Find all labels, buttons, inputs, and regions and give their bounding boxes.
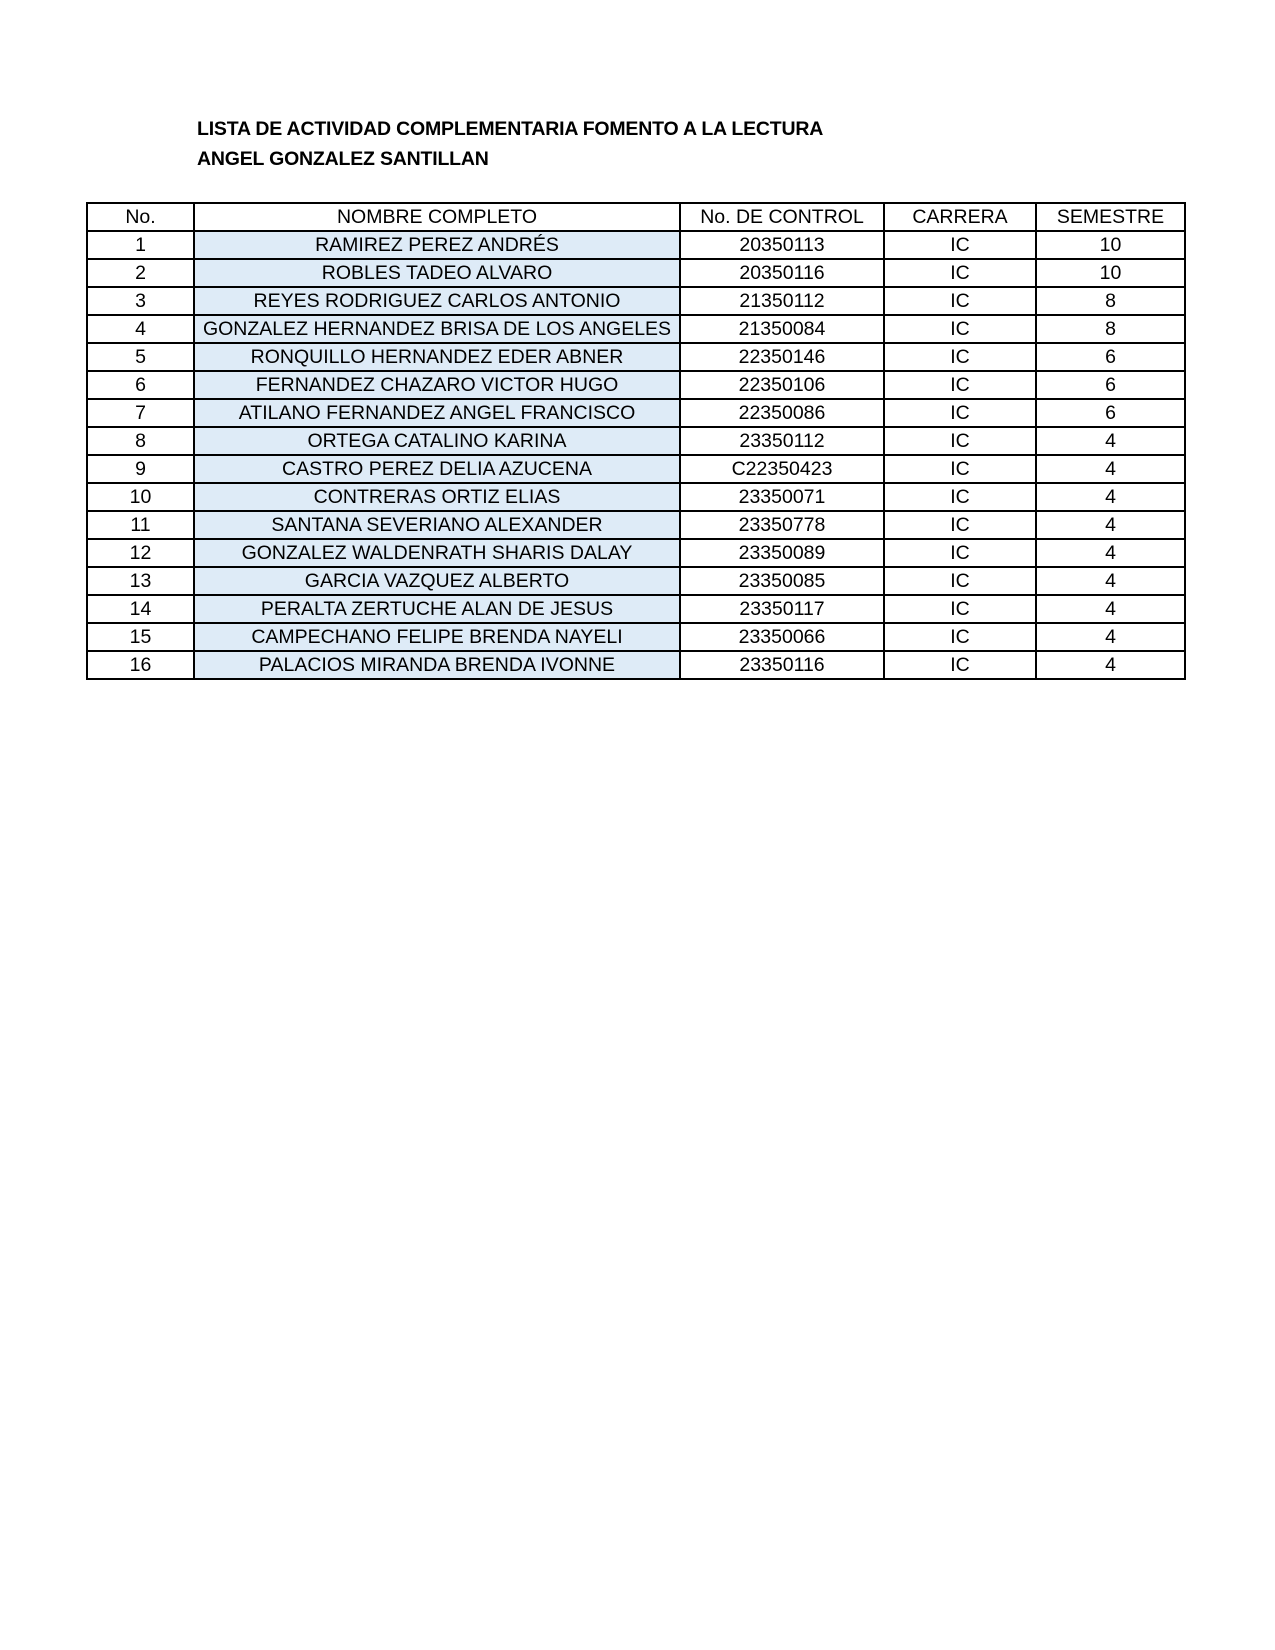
career-cell: IC <box>884 287 1036 315</box>
column-header-semester: SEMESTRE <box>1036 203 1185 231</box>
row-number-cell: 7 <box>87 399 194 427</box>
table-row <box>87 259 1185 287</box>
full-name-cell: CAMPECHANO FELIPE BRENDA NAYELI <box>194 623 680 651</box>
semester-cell: 6 <box>1036 371 1185 399</box>
control-number-cell: 23350089 <box>680 539 884 567</box>
full-name-cell: RAMIREZ PEREZ ANDRÉS <box>194 231 680 259</box>
semester-cell: 6 <box>1036 399 1185 427</box>
row-number-cell: 1 <box>87 231 194 259</box>
table-row <box>87 511 1185 539</box>
row-number-cell: 3 <box>87 287 194 315</box>
control-number-cell: 23350085 <box>680 567 884 595</box>
control-number-cell: 23350071 <box>680 483 884 511</box>
control-number-cell: 23350778 <box>680 511 884 539</box>
row-number-cell: 5 <box>87 343 194 371</box>
career-cell: IC <box>884 399 1036 427</box>
control-number-cell: 23350116 <box>680 651 884 679</box>
control-number-cell: 21350112 <box>680 287 884 315</box>
semester-cell: 4 <box>1036 539 1185 567</box>
row-number-cell: 8 <box>87 427 194 455</box>
full-name-cell: CASTRO PEREZ DELIA AZUCENA <box>194 455 680 483</box>
row-number-cell: 16 <box>87 651 194 679</box>
full-name-cell: PERALTA ZERTUCHE ALAN DE JESUS <box>194 595 680 623</box>
table-row <box>87 455 1185 483</box>
control-number-cell: 20350113 <box>680 231 884 259</box>
semester-cell: 4 <box>1036 427 1185 455</box>
semester-cell: 4 <box>1036 455 1185 483</box>
row-number-cell: 15 <box>87 623 194 651</box>
full-name-cell: GARCIA VAZQUEZ ALBERTO <box>194 567 680 595</box>
table-row <box>87 315 1185 343</box>
full-name-cell: RONQUILLO HERNANDEZ EDER ABNER <box>194 343 680 371</box>
row-number-cell: 6 <box>87 371 194 399</box>
full-name-cell: ROBLES TADEO ALVARO <box>194 259 680 287</box>
full-name-cell: REYES RODRIGUEZ CARLOS ANTONIO <box>194 287 680 315</box>
career-cell: IC <box>884 511 1036 539</box>
control-number-cell: C22350423 <box>680 455 884 483</box>
career-cell: IC <box>884 539 1036 567</box>
document-heading <box>197 114 823 174</box>
full-name-cell: ORTEGA CATALINO KARINA <box>194 427 680 455</box>
semester-cell: 8 <box>1036 287 1185 315</box>
table-body <box>87 231 1185 679</box>
table-header <box>87 203 1185 231</box>
control-number-cell: 22350146 <box>680 343 884 371</box>
career-cell: IC <box>884 483 1036 511</box>
semester-cell: 10 <box>1036 231 1185 259</box>
semester-cell: 4 <box>1036 483 1185 511</box>
row-number-cell: 14 <box>87 595 194 623</box>
control-number-cell: 21350084 <box>680 315 884 343</box>
semester-cell: 4 <box>1036 511 1185 539</box>
header-row <box>87 203 1185 231</box>
control-number-cell: 22350086 <box>680 399 884 427</box>
table-row <box>87 483 1185 511</box>
career-cell: IC <box>884 651 1036 679</box>
instructor-name: ANGEL GONZALEZ SANTILLAN <box>197 148 489 170</box>
row-number-cell: 2 <box>87 259 194 287</box>
full-name-cell: CONTRERAS ORTIZ ELIAS <box>194 483 680 511</box>
table-row <box>87 231 1185 259</box>
control-number-cell: 22350106 <box>680 371 884 399</box>
student-roster-table <box>86 202 1186 680</box>
column-header-control-number: No. DE CONTROL <box>680 203 884 231</box>
row-number-cell: 11 <box>87 511 194 539</box>
table-row <box>87 567 1185 595</box>
career-cell: IC <box>884 595 1036 623</box>
row-number-cell: 9 <box>87 455 194 483</box>
semester-cell: 4 <box>1036 595 1185 623</box>
career-cell: IC <box>884 371 1036 399</box>
full-name-cell: FERNANDEZ CHAZARO VICTOR HUGO <box>194 371 680 399</box>
column-header-full-name: NOMBRE COMPLETO <box>194 203 680 231</box>
semester-cell: 6 <box>1036 343 1185 371</box>
full-name-cell: SANTANA SEVERIANO ALEXANDER <box>194 511 680 539</box>
career-cell: IC <box>884 259 1036 287</box>
career-cell: IC <box>884 567 1036 595</box>
control-number-cell: 23350066 <box>680 623 884 651</box>
career-cell: IC <box>884 455 1036 483</box>
row-number-cell: 10 <box>87 483 194 511</box>
table-row <box>87 343 1185 371</box>
table-row <box>87 539 1185 567</box>
row-number-cell: 12 <box>87 539 194 567</box>
table-row <box>87 595 1185 623</box>
career-cell: IC <box>884 427 1036 455</box>
full-name-cell: ATILANO FERNANDEZ ANGEL FRANCISCO <box>194 399 680 427</box>
table-row <box>87 427 1185 455</box>
row-number-cell: 4 <box>87 315 194 343</box>
full-name-cell: GONZALEZ HERNANDEZ BRISA DE LOS ANGELES <box>194 315 680 343</box>
table-row <box>87 399 1185 427</box>
career-cell: IC <box>884 343 1036 371</box>
row-number-cell: 13 <box>87 567 194 595</box>
control-number-cell: 20350116 <box>680 259 884 287</box>
table-row <box>87 623 1185 651</box>
table-row <box>87 371 1185 399</box>
semester-cell: 4 <box>1036 651 1185 679</box>
column-header-career: CARRERA <box>884 203 1036 231</box>
semester-cell: 10 <box>1036 259 1185 287</box>
career-cell: IC <box>884 623 1036 651</box>
control-number-cell: 23350112 <box>680 427 884 455</box>
full-name-cell: GONZALEZ WALDENRATH SHARIS DALAY <box>194 539 680 567</box>
table-row <box>87 287 1185 315</box>
career-cell: IC <box>884 315 1036 343</box>
control-number-cell: 23350117 <box>680 595 884 623</box>
career-cell: IC <box>884 231 1036 259</box>
table-row <box>87 651 1185 679</box>
full-name-cell: PALACIOS MIRANDA BRENDA IVONNE <box>194 651 680 679</box>
semester-cell: 8 <box>1036 315 1185 343</box>
document-title: LISTA DE ACTIVIDAD COMPLEMENTARIA FOMENTO A LA LECTURA <box>197 118 824 140</box>
semester-cell: 4 <box>1036 623 1185 651</box>
semester-cell: 4 <box>1036 567 1185 595</box>
column-header-number: No. <box>87 203 194 231</box>
